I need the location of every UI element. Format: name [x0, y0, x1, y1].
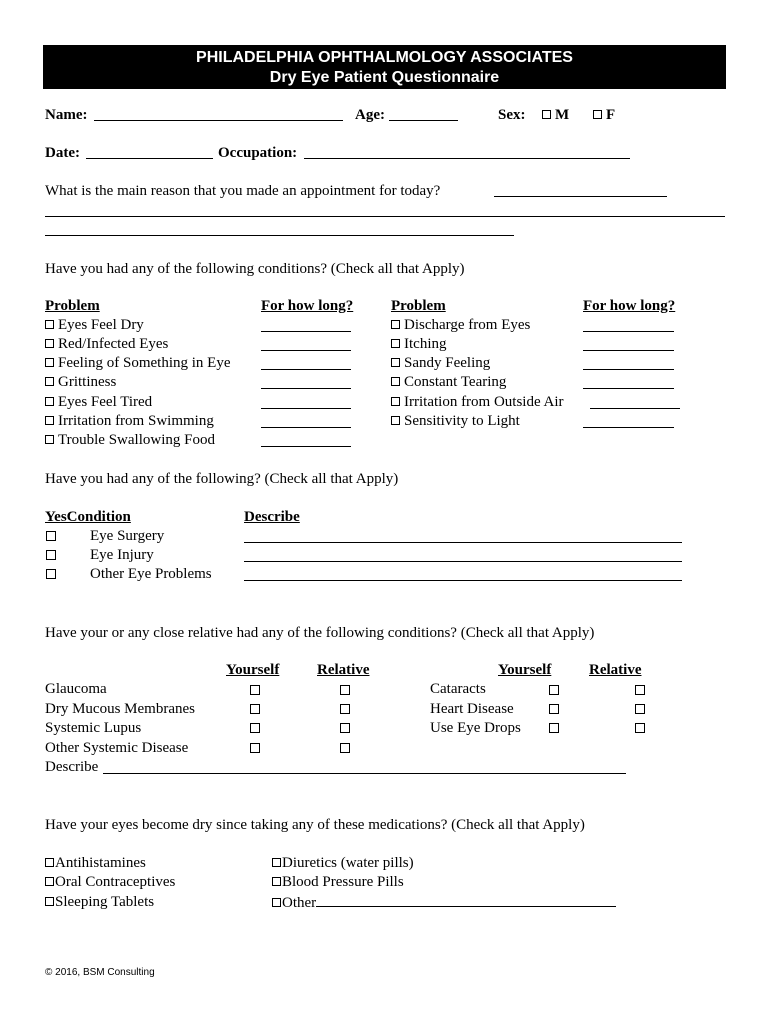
sex-f-checkbox[interactable] [593, 110, 602, 119]
reason-field-3[interactable] [45, 235, 514, 236]
condition-label: Discharge from Eyes [404, 317, 531, 333]
age-field[interactable] [389, 120, 458, 121]
checkbox[interactable] [45, 416, 54, 425]
practice-name: PHILADELPHIA OPHTHALMOLOGY ASSOCIATES [196, 49, 573, 66]
how-long-header-right: For how long? [583, 298, 676, 314]
condition-item[interactable] [45, 354, 230, 373]
checkbox[interactable] [45, 877, 54, 886]
checkbox[interactable] [272, 858, 281, 867]
name-label: Name: [45, 107, 88, 123]
checkbox[interactable] [45, 435, 54, 444]
name-field[interactable] [94, 120, 343, 121]
checkbox[interactable] [45, 339, 54, 348]
condition-item[interactable] [45, 335, 168, 354]
other-medication-field[interactable] [316, 893, 616, 907]
relative-checkbox[interactable] [340, 723, 350, 733]
checkbox[interactable] [272, 877, 281, 886]
relative-checkbox[interactable] [635, 723, 645, 733]
condition-label: Eyes Feel Tired [58, 394, 153, 410]
problem-header-left: Problem [45, 298, 100, 314]
sex-f-label: F [606, 107, 616, 123]
condition-item[interactable] [391, 412, 520, 431]
condition-item[interactable] [45, 412, 214, 431]
medications-question: Have your eyes become dry since taking any of these medications? (Check all that Apply) [45, 817, 585, 833]
medication-label: Sleeping Tablets [55, 894, 155, 910]
yourself-checkbox[interactable] [549, 723, 559, 733]
how-long-field[interactable] [261, 427, 351, 428]
yourself-header-left: Yourself [226, 662, 280, 678]
sex-label: Sex: [498, 107, 526, 123]
copyright: © 2016, BSM Consulting [45, 967, 155, 978]
condition-item[interactable] [45, 431, 215, 450]
checkbox[interactable] [45, 858, 54, 867]
eye-surgery-checkbox[interactable] [46, 531, 56, 541]
date-label: Date: [45, 145, 80, 161]
family-describe-field[interactable] [103, 773, 626, 774]
checkbox[interactable] [45, 897, 54, 906]
occupation-field[interactable] [304, 158, 630, 159]
how-long-field[interactable] [583, 427, 674, 428]
form-title: Dry Eye Patient Questionnaire [269, 69, 500, 86]
describe-field[interactable] [244, 561, 682, 562]
sex-m-option[interactable] [542, 106, 569, 125]
history-item-label: Other Eye Problems [90, 566, 212, 582]
how-long-field[interactable] [590, 408, 680, 409]
family-question: Have your or any close relative had any of the following conditions? (Check all that Apply) [45, 625, 595, 641]
sex-f-option[interactable] [593, 106, 615, 125]
relative-checkbox[interactable] [340, 743, 350, 753]
condition-item[interactable] [391, 393, 564, 412]
checkbox[interactable] [45, 397, 54, 406]
sex-m-checkbox[interactable] [542, 110, 551, 119]
other-eye-problems-checkbox[interactable] [46, 569, 56, 579]
how-long-field[interactable] [261, 408, 351, 409]
checkbox[interactable] [45, 358, 54, 367]
medication-item[interactable] [272, 893, 616, 913]
relative-checkbox[interactable] [340, 685, 350, 695]
condition-item[interactable] [45, 393, 152, 412]
how-long-field[interactable] [583, 369, 674, 370]
medication-item[interactable] [272, 854, 414, 873]
how-long-field[interactable] [583, 388, 674, 389]
checkbox[interactable] [391, 416, 400, 425]
condition-label: Grittiness [58, 374, 117, 390]
condition-item[interactable] [45, 373, 116, 392]
condition-label: Sandy Feeling [404, 355, 491, 371]
how-long-header-left: For how long? [261, 298, 354, 314]
condition-item[interactable] [391, 373, 506, 392]
condition-label: Irritation from Outside Air [404, 394, 564, 410]
checkbox[interactable] [391, 358, 400, 367]
yourself-header-right: Yourself [498, 662, 552, 678]
describe-field[interactable] [244, 580, 682, 581]
occupation-label: Occupation: [218, 145, 298, 161]
checkbox[interactable] [391, 320, 400, 329]
yourself-checkbox[interactable] [250, 704, 260, 714]
how-long-field[interactable] [583, 331, 674, 332]
relative-checkbox[interactable] [635, 685, 645, 695]
family-condition-label: Systemic Lupus [45, 720, 142, 736]
relative-header-left: Relative [317, 662, 370, 678]
condition-item[interactable] [391, 354, 490, 373]
medication-label: Other [282, 895, 317, 911]
how-long-field[interactable] [261, 388, 351, 389]
history-question: Have you had any of the following? (Check all that Apply) [45, 471, 399, 487]
condition-label: Itching [404, 336, 447, 352]
family-condition-label: Other Systemic Disease [45, 740, 189, 756]
yourself-checkbox[interactable] [549, 704, 559, 714]
relative-header-right: Relative [589, 662, 642, 678]
family-describe-label: Describe [45, 759, 99, 775]
checkbox[interactable] [391, 397, 400, 406]
problem-header-right: Problem [391, 298, 446, 314]
condition-item[interactable] [391, 335, 447, 354]
describe-field[interactable] [244, 542, 682, 543]
condition-label: Constant Tearing [404, 374, 507, 390]
checkbox[interactable] [45, 320, 54, 329]
reason-field-2[interactable] [45, 216, 725, 217]
medication-label: Antihistamines [55, 855, 146, 871]
yourself-checkbox[interactable] [250, 743, 260, 753]
how-long-field[interactable] [261, 350, 351, 351]
family-condition-label: Cataracts [430, 681, 486, 697]
checkbox[interactable] [391, 377, 400, 386]
condition-label: Sensitivity to Light [404, 413, 520, 429]
how-long-field[interactable] [261, 369, 351, 370]
condition-label: Red/Infected Eyes [58, 336, 169, 352]
medication-label: Blood Pressure Pills [282, 874, 404, 890]
age-label: Age: [355, 107, 385, 123]
condition-label: Irritation from Swimming [58, 413, 214, 429]
condition-label: Trouble Swallowing Food [58, 432, 215, 448]
medication-item[interactable] [272, 873, 404, 892]
how-long-field[interactable] [261, 446, 351, 447]
yourself-checkbox[interactable] [250, 685, 260, 695]
condition-item[interactable] [45, 316, 144, 335]
yourself-checkbox[interactable] [250, 723, 260, 733]
reason-question: What is the main reason that you made an appointment for today? [45, 183, 441, 199]
condition-label: Eyes Feel Dry [58, 317, 144, 333]
yourself-checkbox[interactable] [549, 685, 559, 695]
eye-injury-checkbox[interactable] [46, 550, 56, 560]
medication-label: Diuretics (water pills) [282, 855, 414, 871]
conditions-question: Have you had any of the following conditions? (Check all that Apply) [45, 261, 465, 277]
form-header [43, 45, 726, 89]
how-long-field[interactable] [583, 350, 674, 351]
date-field[interactable] [86, 158, 213, 159]
how-long-field[interactable] [261, 331, 351, 332]
sex-m-label: M [555, 107, 570, 123]
history-item-label: Eye Surgery [90, 528, 165, 544]
family-condition-label: Glaucoma [45, 681, 107, 697]
condition-item[interactable] [391, 316, 530, 335]
yes-condition-header: YesCondition [45, 509, 131, 525]
relative-checkbox[interactable] [340, 704, 350, 714]
condition-label: Feeling of Something in Eye [58, 355, 231, 371]
checkbox[interactable] [45, 377, 54, 386]
reason-field-1[interactable] [494, 196, 667, 197]
family-condition-label: Use Eye Drops [430, 720, 521, 736]
family-condition-label: Heart Disease [430, 701, 514, 717]
medication-label: Oral Contraceptives [55, 874, 176, 890]
relative-checkbox[interactable] [635, 704, 645, 714]
checkbox[interactable] [391, 339, 400, 348]
checkbox[interactable] [272, 898, 281, 907]
medication-item[interactable] [45, 873, 175, 892]
describe-header: Describe [244, 509, 300, 525]
medication-item[interactable] [45, 893, 154, 912]
history-item-label: Eye Injury [90, 547, 154, 563]
medication-item[interactable] [45, 854, 146, 873]
family-condition-label: Dry Mucous Membranes [45, 701, 195, 717]
